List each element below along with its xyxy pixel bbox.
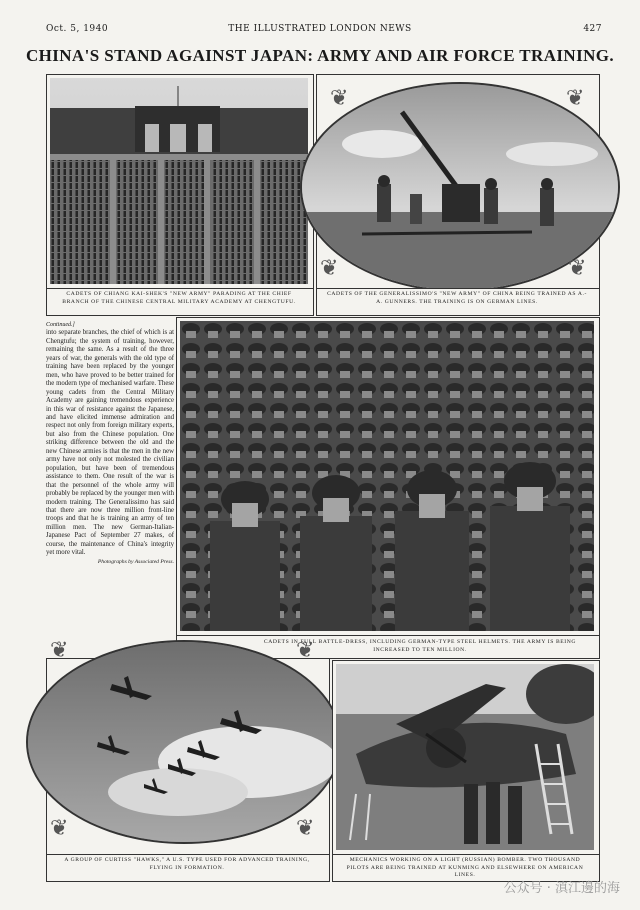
hawks-caption: A GROUP OF CURTISS "HAWKS," A U.S. TYPE USED FOR ADVANCED TRAINING, FLYING IN FORMATION. <box>64 857 310 871</box>
parade-illustration <box>50 78 308 284</box>
photo-credit: Photographs by Associated Press. <box>97 558 174 565</box>
ornament-icon: ❦ <box>50 638 69 663</box>
article-text: into separate branches, the chief of which is at Chengtufu; the system of training, however, remaining the same. As a result of the three years of war, the generals with the old type of training have been replaced by the younger men, who have proved to be better trained for the modern type of mechanised warfare. These young cadets from the Central Military Academy are gaining tremendous experience in this war of resistance against the Japanese, and have elicited immense admiration and respect not only from foreign military experts, but also from the Chinese population. One striking difference between the old and the new Chinese armies is that the men in the new army have not only not molested the civilian population, but have been of tremendous assistance to them. One result of the war is that the personnel of the whole army will probably be replaced by the younger men with modern training. The Generalissimo has said that there are now three million front-line troops and that he is training an army of ten million men. The new German-Italian-Japanese Pact of September 27 makes, of course, the maintenance of China's integrity yet more vital. <box>46 329 174 557</box>
parade-caption: CADETS OF CHIANG KAI-SHEK'S "NEW ARMY" PARADING AT THE CHIEF BRANCH OF THE CHINESE CENTRAL MILITARY ACADEMY AT CHENGTUFU. <box>62 291 296 305</box>
cadets-caption: CADETS IN FULL BATTLE-DRESS, INCLUDING GERMAN-TYPE STEEL HELMETS. THE ARMY IS BEING INCREASED TO TEN MILLION. <box>263 639 577 653</box>
ornament-icon: ❦ <box>296 638 315 663</box>
hawks-photo <box>26 640 342 844</box>
bomber-illustration <box>336 664 594 850</box>
ornament-icon: ❦ <box>566 86 585 111</box>
continued-marker: Continued.] <box>46 322 75 328</box>
page-title: CHINA'S STAND AGAINST JAPAN: ARMY AND AIR FORCE TRAINING. <box>25 46 615 65</box>
publication-name: THE ILLUSTRATED LONDON NEWS <box>228 24 412 34</box>
ornament-icon: ❦ <box>50 816 69 841</box>
parade-photo <box>50 78 308 284</box>
ornament-icon: ❦ <box>330 86 349 111</box>
issue-date: Oct. 5, 1940 <box>46 24 109 34</box>
gunners-caption: CADETS OF THE GENERALISSIMO'S "NEW ARMY" OF CHINA BEING TRAINED AS A.-A. GUNNERS. THE TRAINING IS ON GERMAN LINES. <box>327 291 587 305</box>
ornament-icon: ❦ <box>320 256 339 281</box>
ornament-icon: ❦ <box>296 816 315 841</box>
cadets-photo <box>180 321 594 631</box>
cadets-illustration <box>180 321 594 631</box>
ornament-icon: ❦ <box>568 256 587 281</box>
page-number: 427 <box>583 24 602 34</box>
bomber-caption: MECHANICS WORKING ON A LIGHT (RUSSIAN) BOMBER. TWO THOUSAND PILOTS ARE BEING TRAINED AT KUNMING AND ELSEWHERE ON AMERICAN LINES. <box>346 857 584 879</box>
bomber-photo <box>336 664 594 850</box>
article-column <box>46 321 174 566</box>
watermark: 公众号 · 滇江邊的海 <box>503 881 620 896</box>
hawks-illustration <box>28 638 340 842</box>
